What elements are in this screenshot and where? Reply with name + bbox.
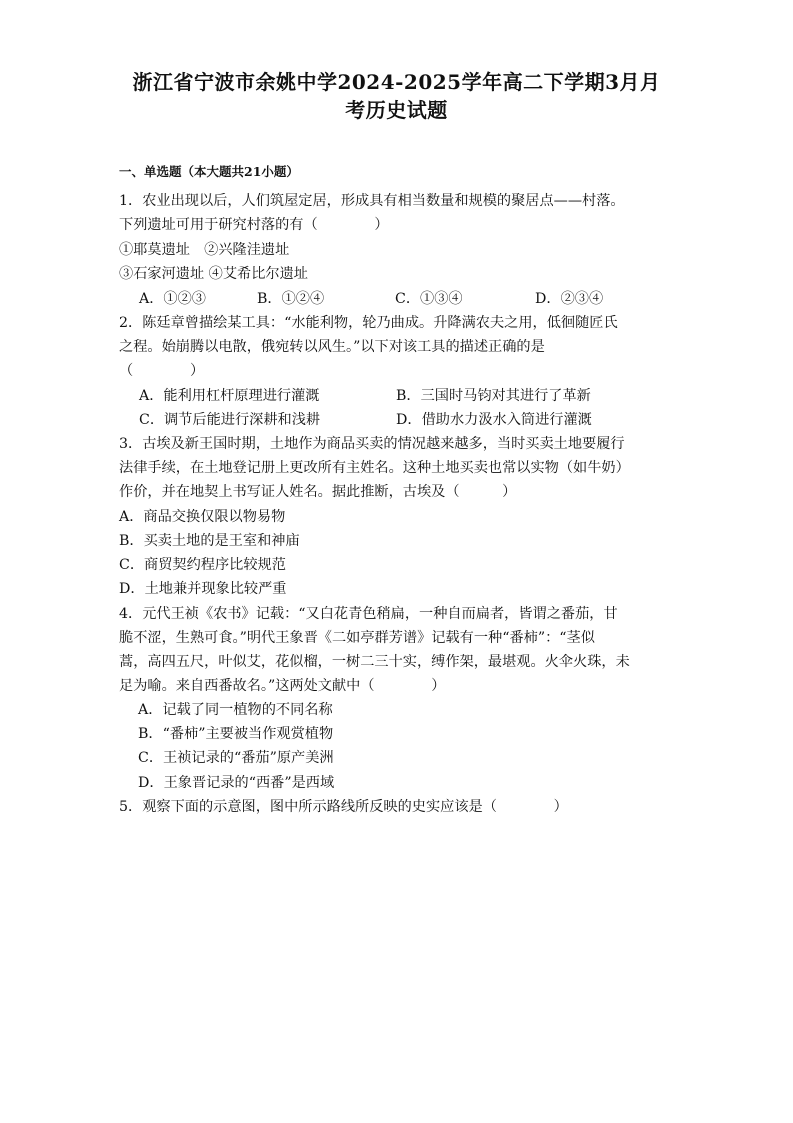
q3-option-c: C．商贸契约程序比较规范 (119, 557, 286, 573)
q1-option-a: A．①②③ (139, 291, 206, 307)
q4-option-a: A．记载了同一植物的不同名称 (138, 702, 333, 718)
q1-stem-line-2: 下列遗址可用于研究村落的有（ ） (119, 217, 389, 233)
q1-stem-line-1: 1．农业出现以后，人们筑屋定居，形成具有相当数量和规模的聚居点——村落。 (119, 193, 625, 209)
q3-stem-line-3: 作价，并在地契上书写证人姓名。据此推断，古埃及（ ） (119, 484, 517, 500)
q2-option-a: A．能利用杠杆原理进行灌溉 (139, 388, 320, 404)
q2-stem-line-1: 2．陈廷章曾描绘某工具：“水能利物，轮乃曲成。升降满农夫之用，低徊随匠氏 (119, 315, 618, 331)
q3-option-d: D．土地兼并现象比较严重 (119, 581, 287, 597)
q3-option-a: A．商品交换仅限以物易物 (119, 509, 286, 525)
q2-option-c: C．调节后能进行深耕和浅耕 (139, 412, 321, 428)
exam-title-line-2: 考历史试题 (345, 98, 448, 122)
q3-option-b: B．买卖土地的是王室和神庙 (119, 533, 300, 549)
q1-option-c: C．①③④ (395, 291, 463, 307)
q1-item-1: ①耶莫遗址 ②兴隆洼遗址 (119, 242, 290, 258)
section-heading: 一、单选题（本大题共21小题） (119, 164, 299, 179)
q4-stem-line-3: 蒿，高四五尺，叶似艾，花似榴，一树二三十实，缚作架，最堪观。火伞火珠，未 (119, 654, 630, 670)
q4-stem-line-2: 脆不涩，生熟可食。”明代王象晋《二如亭群芳谱》记载有一种“番柿”：“茎似 (119, 630, 595, 646)
q4-stem-line-1: 4．元代王祯《农书》记载：“又白花青色稍扁，一种自而扁者，皆谓之番茄，甘 (119, 606, 618, 622)
q1-item-2: ③石家河遗址 ④艾希比尔遗址 (119, 266, 308, 282)
q2-stem-line-3: （ ） (119, 363, 205, 379)
q1-option-d: D．②③④ (535, 291, 604, 307)
exam-title-line-1: 浙江省宁波市余姚中学2024-2025学年高二下学期3月月 (132, 70, 661, 94)
q2-option-d: D．借助水力汲水入筒进行灌溉 (396, 412, 592, 428)
q4-stem-line-4: 足为喻。来自西番故名。”这两处文献中（ ） (119, 678, 446, 694)
q3-stem-line-1: 3．古埃及新王国时期，土地作为商品买卖的情况越来越多，当时买卖土地要履行 (119, 436, 625, 452)
q4-option-d: D．王象晋记录的“西番”是西域 (138, 775, 335, 791)
q4-option-c: C．王祯记录的“番茄”原产美洲 (138, 750, 334, 766)
q1-option-b: B．①②④ (257, 291, 325, 307)
q5-stem-line-1: 5．观察下面的示意图，图中所示路线所反映的史实应该是（ ） (119, 799, 568, 815)
q2-stem-line-2: 之程。始崩腾以电散，俄宛转以风生。”以下对该工具的描述正确的是 (119, 339, 545, 355)
q4-option-b: B．“番柿”主要被当作观赏植物 (138, 726, 334, 742)
q2-option-b: B．三国时马钧对其进行了革新 (396, 388, 591, 404)
q3-stem-line-2: 法律手续，在土地登记册上更改所有主姓名。这种土地买卖也常以实物（如牛奶） (119, 460, 630, 476)
